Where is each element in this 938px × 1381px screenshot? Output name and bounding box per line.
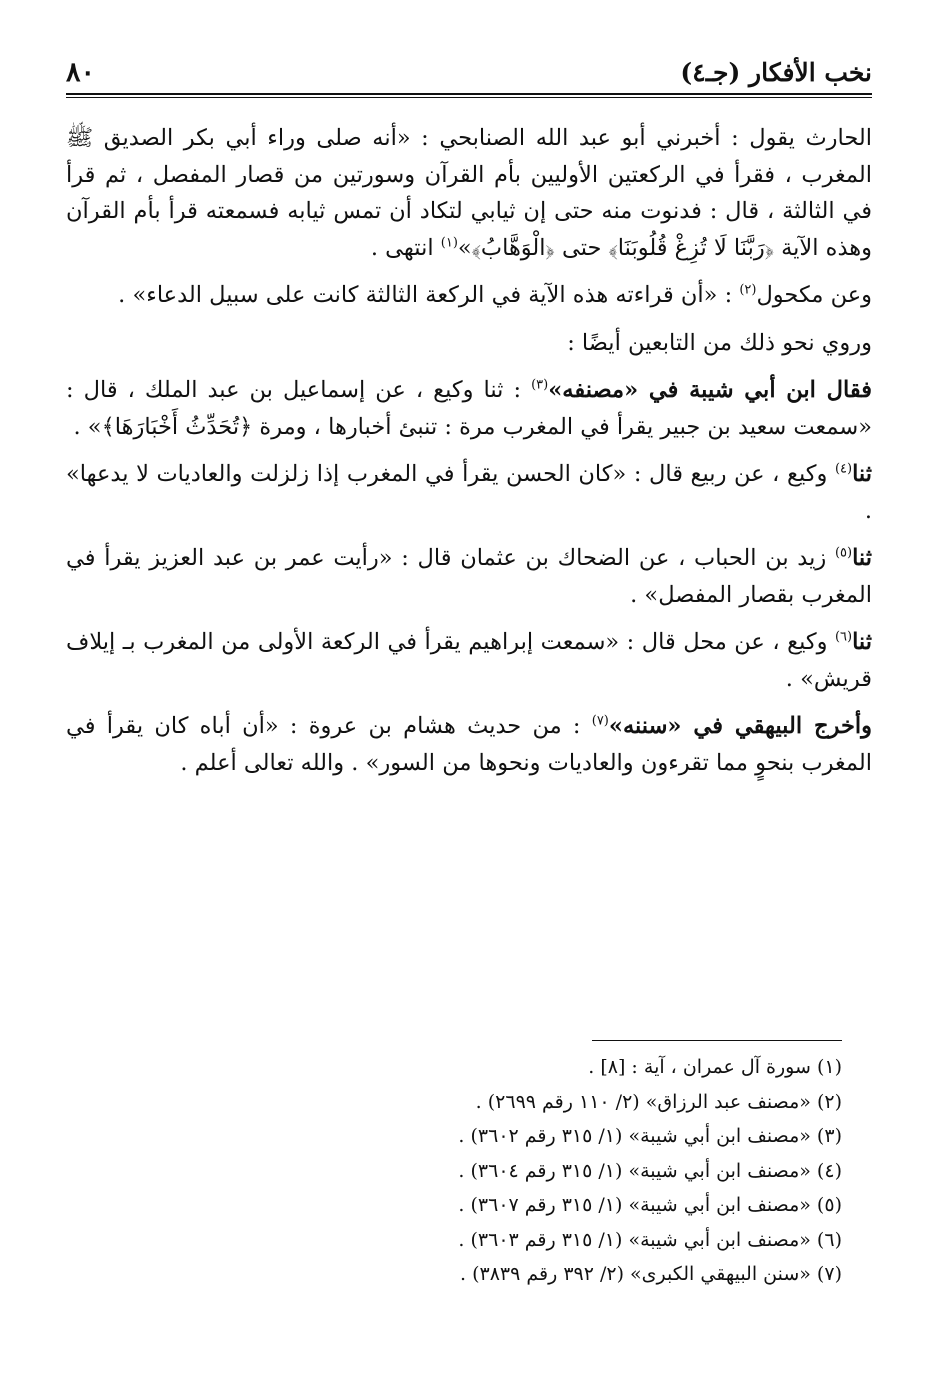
running-title: نخب الأفكار (جـ٤) [680,57,872,87]
footnotes [150,1050,842,1292]
footnote-ref: (١) [440,235,458,250]
footnote-ref: (٥) [834,545,853,561]
footnote-separator [592,1040,842,1041]
header-rule [66,93,872,95]
header-rule-thin [66,97,872,98]
footnote-ref: (٤) [834,461,853,477]
footnote: (٣) «مصنف ابن أبي شيبة» (١/ ٣١٥ رقم ٣٦٠٢) . [458,1125,842,1147]
paragraph: وعن مكحول$^{(٢)}$ : «أن قراءته هذه الآية في الركعة الثالثة كانت على سبيل الدعاء» . [118,282,872,308]
main-text [66,120,872,792]
paragraph: ثنا$^{(٥)}$ زيد بن الحباب ، عن الضحاك بن عثمان قال : «رأيت عمر بن عبد العزيز يقرأ في المغرب بقصار المفصل» . [66,545,872,608]
footnote: (١) سورة آل عمران ، آية : [٨] . [588,1056,842,1078]
paragraph: ثنا$^{(٤)}$ وكيع ، عن ربيع قال : «كان الحسن يقرأ في المغرب إذا زلزلت والعاديات لا يدعها» . [66,461,872,524]
page-header [66,52,872,92]
footnote-ref: (٢) [739,282,757,298]
paragraph: ثنا$^{(٦)}$ وكيع ، عن محل قال : «سمعت إبراهيم يقرأ في الركعة الأولى من المغرب بـ إيلاف قريش» . [66,629,872,692]
footnote: (٥) «مصنف ابن أبي شيبة» (١/ ٣١٥ رقم ٣٦٠٧) . [458,1194,842,1216]
source-heading: ثنا [852,461,872,487]
page-number: ٨٠ [66,56,96,88]
footnote: (٧) «سنن البيهقي الكبرى» (٢/ ٣٩٢ رقم ٣٨٣٩) . [460,1263,842,1285]
footnote-ref: (٧) [591,713,609,729]
footnote: (٢) «مصنف عبد الرزاق» (٢/ ١١٠ رقم ٢٦٩٩) . [475,1090,842,1113]
source-heading: ثنا [852,545,872,571]
source-heading: ثنا [852,629,872,655]
paragraph: وروي نحو ذلك من التابعين أيضًا : [567,329,872,356]
paragraph: فقال ابن أبي شيبة في «مصنفه»$^{(٣)}$ : ثنا وكيع ، عن إسماعيل بن عبد الملك ، قال : «سمعت سعيد بن جبير يقرأ في المغرب مرة : تنبئ أخبارها ، ومرة ﴿تُحَدِّثُ أَخْبَارَهَا﴾» . [66,377,872,440]
paragraph: الحارث يقول : أخبرني أبو عبد الله الصنابحي : «أنه صلى وراء أبي بكر الصديق ﷺ المغرب ، فقرأ في الركعتين الأوليين بأم القرآن وسورتين من قصار المفصل ، ثم قرأ في الثالثة ، قال : فدنوت منه حتى إن ثيابي لتكاد أن تمس ثيابه فسمعته قرأ بأم القرآن وهذه الآية ﴿رَبَّنَا لَا تُزِغْ قُلُوبَنَا﴾ حتى ﴿الْوَهَّابُ﴾»$^{(١)}$ انتهى . [66,125,872,261]
source-heading: فقال ابن أبي شيبة في «مصنفه» [548,377,872,403]
footnote: (٤) «مصنف ابن أبي شيبة» (١/ ٣١٥ رقم ٣٦٠٤) . [458,1159,842,1182]
paragraph: وأخرج البيهقي في «سننه»$^{(٧)}$ : من حديث هشام بن عروة : «أن أباه كان يقرأ في المغرب بنحوٍ مما تقرءون والعاديات ونحوها من السور» . والله تعالى أعلم . [66,713,872,776]
footnote-ref: (٣) [531,377,549,393]
footnote-ref: (٦) [834,629,853,645]
source-heading: وأخرج البيهقي في «سننه» [608,713,872,739]
footnote: (٦) «مصنف ابن أبي شيبة» (١/ ٣١٥ رقم ٣٦٠٣) . [458,1228,842,1251]
